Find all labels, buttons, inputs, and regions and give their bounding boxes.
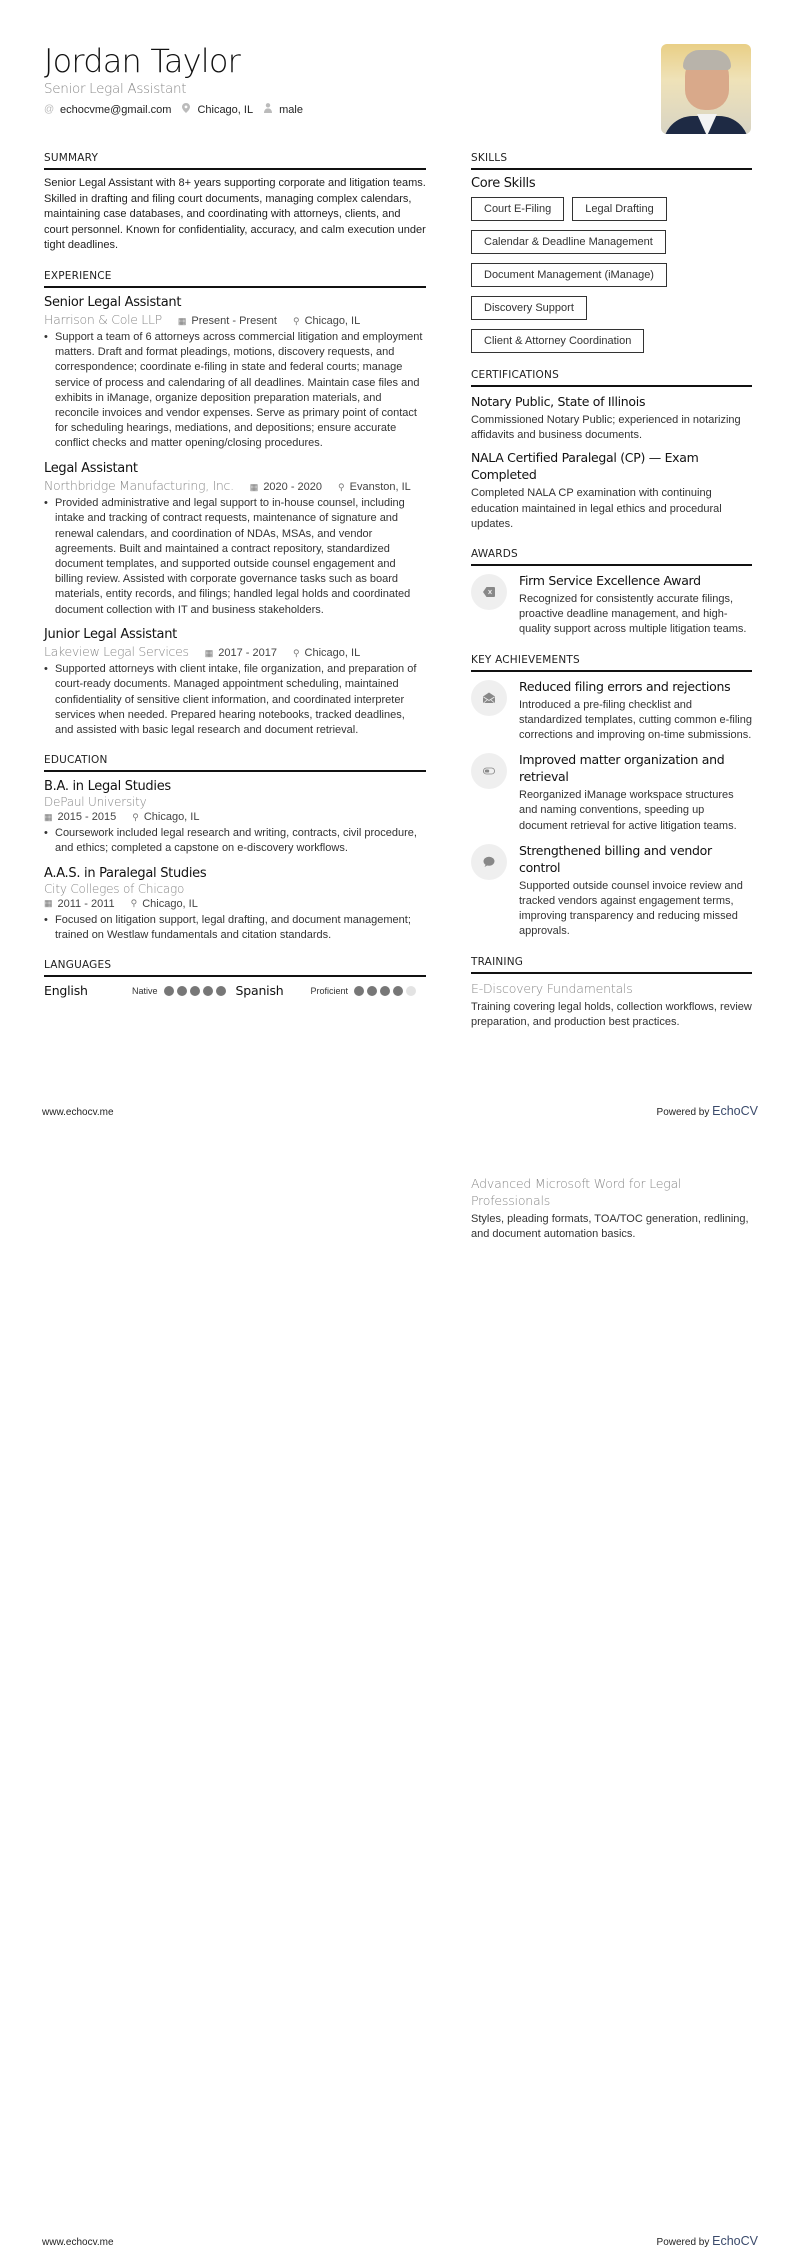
skill-tag: Client & Attorney Coordination xyxy=(471,329,644,353)
section-heading: EDUCATION xyxy=(44,754,426,772)
job-meta xyxy=(44,478,426,494)
experience-item xyxy=(44,460,426,618)
experience-section xyxy=(44,270,426,739)
training-title: E-Discovery Fundamentals xyxy=(471,980,633,996)
job-meta xyxy=(44,312,426,328)
award-desc: Recognized for consistently accurate filings, proactive deadline management, and high-quality support across multiple litigation teams. xyxy=(519,593,747,636)
at-icon: @ xyxy=(44,104,55,115)
job-location-text: Evanston, IL xyxy=(349,481,411,494)
achievement-desc: Supported outside counsel invoice review and tracked vendors against engagement terms, improving transparency and reducing missed approvals. xyxy=(519,879,743,938)
job-location xyxy=(293,647,360,659)
section-heading: CERTIFICATIONS xyxy=(471,369,752,387)
skill-tag: Calendar & Deadline Management xyxy=(471,230,666,254)
certification-title: NALA Certified Paralegal (CP) — Exam Completed xyxy=(471,450,699,483)
education-meta xyxy=(44,898,426,910)
certifications-section xyxy=(471,369,752,532)
experience-item xyxy=(44,294,426,452)
training-desc: Styles, pleading formats, TOA/TOC generation, redlining, and document automation basics. xyxy=(471,1213,749,1241)
skill-tag: Document Management (iManage) xyxy=(471,263,667,287)
footer-url[interactable]: www.echocv.me xyxy=(42,1107,114,1118)
contact-list xyxy=(44,103,303,116)
education-location xyxy=(132,811,199,823)
job-dates xyxy=(250,481,322,493)
education-location-text: Chicago, IL xyxy=(143,811,200,824)
calendar-icon: ▦ xyxy=(177,315,187,326)
calendar-icon: ▦ xyxy=(44,898,53,909)
job-dates-text: 2020 - 2020 xyxy=(263,481,323,494)
language-list xyxy=(44,983,426,998)
speech-bubble-icon xyxy=(471,844,507,880)
map-pin-icon: ⚲ xyxy=(132,811,139,822)
education-section xyxy=(44,754,426,943)
achievement-desc: Reorganized iManage workspace structures and naming conventions, speeding up document retrieval for active litigation teams. xyxy=(519,789,737,832)
right-column xyxy=(471,152,752,1046)
achievement-body xyxy=(519,751,752,834)
skills-section xyxy=(471,152,752,353)
job-title: Legal Assistant xyxy=(44,460,138,476)
awards-section xyxy=(471,548,752,638)
footer-powered xyxy=(657,1104,758,1118)
skill-tag: Legal Drafting xyxy=(572,197,667,221)
contact-email-text: echocvme@gmail.com xyxy=(60,103,172,116)
education-meta xyxy=(44,811,426,823)
job-bullets xyxy=(44,662,426,738)
certification-desc: Completed NALA CP examination with continuing education maintained in legal ethics and procedural updates. xyxy=(471,487,722,530)
skill-tag: Discovery Support xyxy=(471,296,587,320)
school-name: City Colleges of Chicago xyxy=(44,881,185,896)
achievement-body xyxy=(519,678,752,744)
rating-dot xyxy=(177,986,187,996)
summary-section xyxy=(44,152,426,254)
rating-dot xyxy=(393,986,403,996)
certification-item xyxy=(471,449,752,532)
calendar-icon: ▦ xyxy=(44,811,53,822)
achievement-item xyxy=(471,751,752,834)
envelope-open-icon xyxy=(471,680,507,716)
rating-dot xyxy=(190,986,200,996)
language-name: Spanish xyxy=(235,983,284,999)
job-dates xyxy=(205,647,277,659)
map-pin-icon xyxy=(181,103,191,116)
education-bullets xyxy=(44,826,426,856)
achievement-item xyxy=(471,678,752,744)
language-rating xyxy=(164,986,226,996)
education-bullet: • Focused on litigation support, legal drafting, and document management; trained on Westlaw fundamentals and citation standards. xyxy=(44,913,426,943)
candidate-name: Jordan Taylor xyxy=(44,42,241,80)
job-title: Junior Legal Assistant xyxy=(44,626,177,642)
brand-name[interactable]: EchoCV xyxy=(712,2234,758,2248)
education-dates xyxy=(44,811,116,823)
profile-photo xyxy=(661,44,751,134)
rating-dot xyxy=(203,986,213,996)
language-item xyxy=(44,983,236,998)
language-item xyxy=(236,983,427,998)
achievement-title: Reduced filing errors and rejections xyxy=(519,678,731,694)
resume-header xyxy=(44,42,303,116)
job-dates xyxy=(178,315,277,327)
section-heading: AWARDS xyxy=(471,548,752,566)
award-item xyxy=(471,572,752,638)
company-name: Northbridge Manufacturing, Inc. xyxy=(44,477,234,493)
education-dates-text: 2015 - 2015 xyxy=(57,811,117,824)
training-section xyxy=(471,956,752,1030)
languages-section xyxy=(44,959,426,998)
section-heading: EXPERIENCE xyxy=(44,270,426,288)
training-continued xyxy=(471,1175,752,1248)
school-name: DePaul University xyxy=(44,795,147,810)
job-bullet: • Support a team of 6 attorneys across commercial litigation and employment matters. Draft and format pleadings, motions, discovery requests, and correspondence; coordinate e-filing in state and federal courts; manage service of process and calendaring of all deadlines. Maintain case files and exhibits in iManage, organize deposition preparation materials, and reconcile invoices and vendor expenses. Serve as primary point of contact for scheduling hearings, mediations, and depositions; ensure accurate conflict checks and matter opening/closing procedures. xyxy=(44,330,426,452)
language-rating xyxy=(354,986,416,996)
company-name: Lakeview Legal Services xyxy=(44,643,189,659)
section-heading: SKILLS xyxy=(471,152,752,170)
language-level: Native xyxy=(132,985,158,996)
certification-item xyxy=(471,393,752,443)
footer-url[interactable]: www.echocv.me xyxy=(42,2237,114,2248)
achievement-item xyxy=(471,842,752,940)
education-dates-text: 2011 - 2011 xyxy=(57,897,115,910)
language-name: English xyxy=(44,983,88,999)
rating-dot xyxy=(406,986,416,996)
job-dates-text: Present - Present xyxy=(191,315,277,327)
job-bullets xyxy=(44,496,426,618)
calendar-icon: ▦ xyxy=(204,647,214,658)
job-bullets xyxy=(44,330,426,452)
award-body xyxy=(519,572,752,638)
skill-tags xyxy=(471,197,752,353)
rating-dot xyxy=(164,986,174,996)
map-pin-icon: ⚲ xyxy=(292,315,300,326)
job-meta xyxy=(44,644,426,660)
training-item xyxy=(471,980,752,1030)
degree: A.A.S. in Paralegal Studies xyxy=(44,865,207,881)
education-item xyxy=(44,778,426,856)
job-location xyxy=(293,315,360,327)
section-heading: LANGUAGES xyxy=(44,959,426,977)
achievements-section xyxy=(471,654,752,940)
degree: B.A. in Legal Studies xyxy=(44,779,171,795)
contact-location-text: Chicago, IL xyxy=(197,103,254,116)
achievement-title: Strengthened billing and vendor control xyxy=(519,842,712,875)
rating-dot xyxy=(354,986,364,996)
summary-text: Senior Legal Assistant with 8+ years supporting corporate and litigation teams. Skilled in drafting and filing court documents, managing complex calendars, maintaining case databases, and coordinating with attorneys, clients, and court personnel. Known for confidentiality, accuracy, and calm execution under tight deadlines. xyxy=(44,177,426,251)
training-title: Advanced Microsoft Word for Legal Professionals xyxy=(471,1176,682,1208)
page-footer xyxy=(42,1104,758,1118)
rating-dot xyxy=(380,986,390,996)
certification-desc: Commissioned Notary Public; experienced in notarizing affidavits and business documents. xyxy=(471,414,741,442)
job-title: Senior Legal Assistant xyxy=(44,294,182,310)
job-bullet: • Provided administrative and legal support to in-house counsel, including intake and tracking of contract requests, maintenance of signature and renewal calendars, and coordination of NDAs, MSAs, and vendor agreements. Built and maintained a contract repository, standardized document templates, and supported outside counsel engagement and billing review. Assisted with corporate governance tasks such as board materials, entity records, and filings; handled legal holds and coordinated document collection with IT and business stakeholders. xyxy=(44,496,426,618)
achievement-title: Improved matter organization and retrieval xyxy=(519,752,725,785)
skills-group-title: Core Skills xyxy=(471,176,536,191)
experience-item xyxy=(44,626,426,739)
powered-by-label: Powered by xyxy=(656,1107,710,1118)
contact-gender xyxy=(263,103,303,116)
job-location xyxy=(338,481,411,493)
section-heading: TRAINING xyxy=(471,956,752,974)
job-dates-text: 2017 - 2017 xyxy=(218,647,277,660)
toggle-icon xyxy=(471,753,507,789)
achievement-body xyxy=(519,842,752,940)
skill-tag: Court E-Filing xyxy=(471,197,564,221)
education-location-text: Chicago, IL xyxy=(142,897,198,910)
language-level: Proficient xyxy=(310,985,349,996)
photo-hair xyxy=(683,50,731,70)
award-title: Firm Service Excellence Award xyxy=(519,573,701,589)
map-pin-icon: ⚲ xyxy=(292,647,300,658)
job-bullet: • Supported attorneys with client intake, file organization, and preparation of court-ready documents. Managed appointment scheduling, maintained confidentiality of sensitive client information, and coordinated interpreter services when needed. Prepared hearing notebooks, tracked deadlines, and assisted with basic legal research and document retrieval. xyxy=(44,662,426,738)
achievement-desc: Introduced a pre-filing checklist and standardized templates, cutting common e-filing corrections and improving on-time submissions. xyxy=(519,698,752,742)
rating-dot xyxy=(367,986,377,996)
powered-by-label: Powered by xyxy=(656,2237,710,2248)
training-desc: Training covering legal holds, collection workflows, review preparation, and production best practices. xyxy=(471,1000,752,1028)
job-location-text: Chicago, IL xyxy=(304,315,361,327)
section-heading: SUMMARY xyxy=(44,152,426,170)
left-column xyxy=(44,152,426,1014)
education-location xyxy=(131,898,198,910)
company-name: Harrison & Cole LLP xyxy=(44,311,162,327)
contact-gender-text: male xyxy=(279,103,303,116)
rating-dot xyxy=(216,986,226,996)
contact-email[interactable] xyxy=(44,104,171,116)
map-pin-icon: ⚲ xyxy=(130,898,138,909)
certification-title: Notary Public, State of Illinois xyxy=(471,394,646,409)
training-item xyxy=(471,1175,752,1242)
education-bullets xyxy=(44,913,426,943)
user-icon xyxy=(263,103,273,116)
job-location-text: Chicago, IL xyxy=(304,647,361,660)
brand-name[interactable]: EchoCV xyxy=(712,1104,758,1118)
education-bullet: • Coursework included legal research and writing, contracts, civil procedure, and ethics; completed a capstone on e-discovery workflows. xyxy=(44,826,426,856)
calendar-icon: ▦ xyxy=(249,481,259,492)
backspace-icon xyxy=(471,574,507,610)
education-item xyxy=(44,865,426,943)
section-heading: KEY ACHIEVEMENTS xyxy=(471,654,752,672)
contact-location xyxy=(181,103,253,116)
candidate-title: Senior Legal Assistant xyxy=(44,81,187,97)
map-pin-icon: ⚲ xyxy=(338,481,345,492)
education-dates xyxy=(44,898,115,910)
